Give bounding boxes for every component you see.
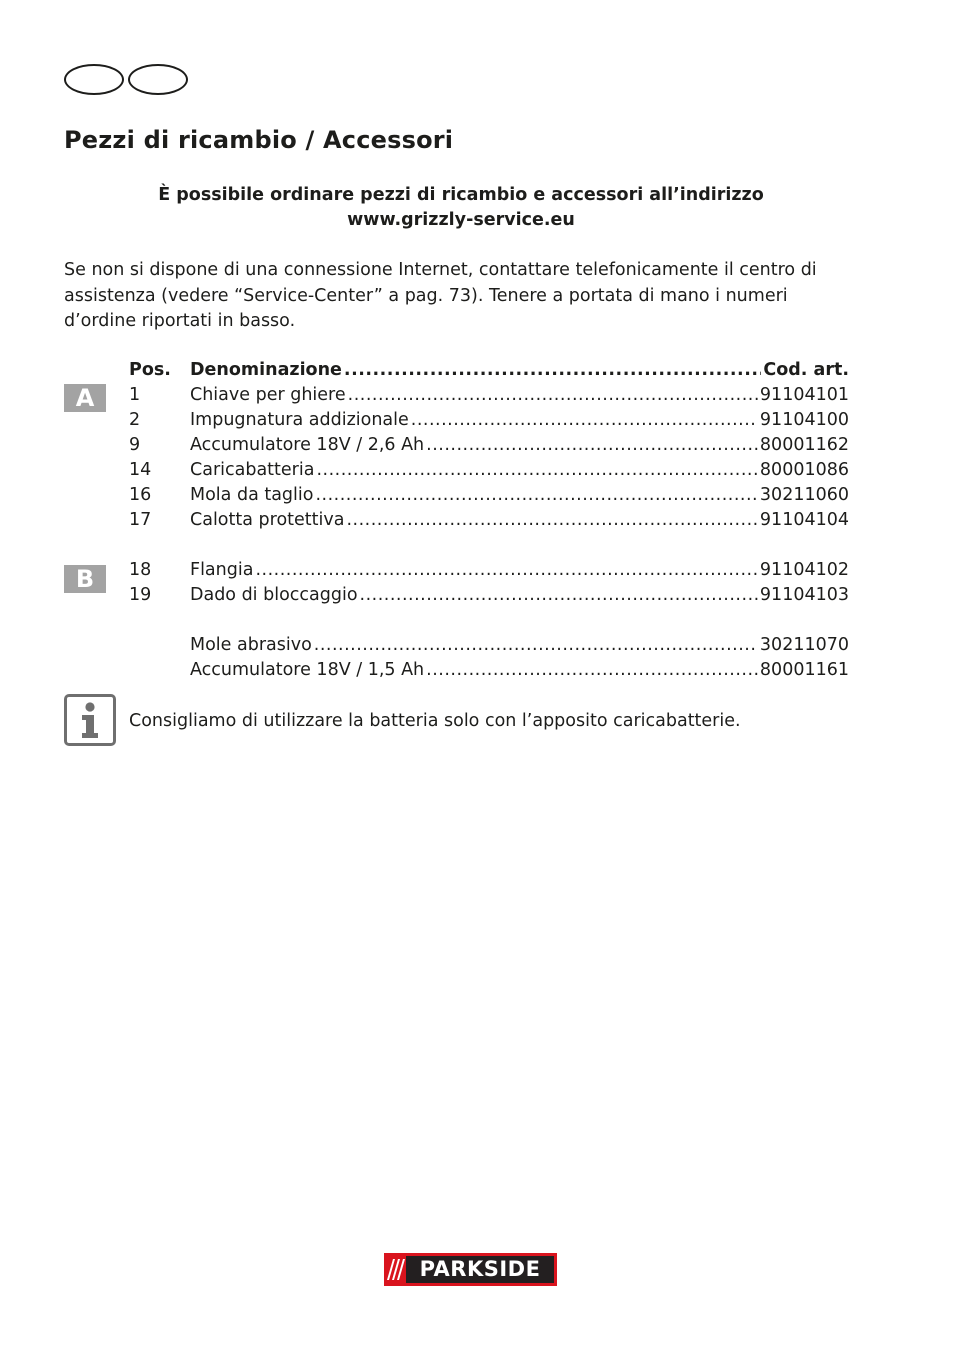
part-position: 1	[129, 385, 141, 405]
part-position: 17	[129, 510, 152, 530]
part-position: 19	[129, 585, 152, 605]
part-code: 91104100	[759, 410, 849, 430]
part-code: 91104103	[759, 585, 849, 605]
parts-group-accessories	[129, 633, 849, 683]
language-badge-left	[64, 64, 124, 95]
logo-text: PARKSIDE	[406, 1256, 554, 1283]
part-name: Accumulatore 18V / 1,5 Ah	[190, 660, 425, 680]
part-position: 16	[129, 485, 152, 505]
parts-row	[129, 583, 849, 608]
part-name: Dado di bloccaggio	[190, 585, 358, 605]
part-position: 2	[129, 410, 141, 430]
parts-row	[129, 408, 849, 433]
part-name: Chiave per ghiere	[190, 385, 346, 405]
parts-row	[129, 383, 849, 408]
part-code: 91104102	[759, 560, 849, 580]
parts-row	[129, 508, 849, 533]
figure-label-b: B	[64, 565, 106, 593]
part-code: 80001086	[759, 460, 849, 480]
parts-group-a	[129, 383, 849, 533]
figure-label-a: A	[64, 384, 106, 412]
parts-row	[129, 433, 849, 458]
parts-table	[129, 358, 849, 683]
part-code: 91104104	[759, 510, 849, 530]
pos-column-header: Pos.	[129, 360, 171, 380]
part-code: 80001161	[759, 660, 849, 680]
part-code: 80001162	[759, 435, 849, 455]
logo-stripes-icon	[384, 1253, 406, 1286]
parts-row	[129, 633, 849, 658]
part-name: Mola da taglio	[190, 485, 314, 505]
part-name: Calotta protettiva	[190, 510, 345, 530]
language-badge-right	[128, 64, 188, 95]
part-position: 9	[129, 435, 141, 455]
part-name: Accumulatore 18V / 2,6 Ah	[190, 435, 425, 455]
info-note: Consigliamo di utilizzare la batteria solo con l’apposito caricabatterie.	[129, 711, 741, 731]
info-glyph	[67, 697, 113, 743]
code-column-header: Cod. art.	[763, 360, 849, 380]
name-column-header: Denominazione	[190, 360, 342, 380]
parts-table-header	[129, 358, 849, 383]
parts-group-b	[129, 558, 849, 608]
page-title: Pezzi di ricambio / Accessori	[64, 126, 454, 154]
part-code: 30211070	[759, 635, 849, 655]
part-name: Impugnatura addizionale	[190, 410, 409, 430]
part-name: Flangia	[190, 560, 254, 580]
parkside-logo	[384, 1253, 557, 1286]
part-name: Mole abrasivo	[190, 635, 312, 655]
part-code: 91104101	[759, 385, 849, 405]
part-name: Caricabatteria	[190, 460, 315, 480]
part-code: 30211060	[759, 485, 849, 505]
parts-row	[129, 658, 849, 683]
parts-row	[129, 483, 849, 508]
part-position: 18	[129, 560, 152, 580]
parts-row	[129, 558, 849, 583]
info-icon	[64, 694, 116, 746]
order-note	[0, 183, 922, 233]
part-position: 14	[129, 460, 152, 480]
parts-row	[129, 458, 849, 483]
order-note-line: È possibile ordinare pezzi di ricambio e accessori all’indirizzo	[158, 185, 764, 205]
intro-paragraph: Se non si dispone di una connessione Internet, contattare telefonicamente il centro di assistenza (vedere “Service-Center” a pag. 73). Tenere a portata di mano i numeri d’ordine riportati in basso.	[64, 260, 817, 331]
service-url: www.grizzly-service.eu	[347, 210, 575, 230]
